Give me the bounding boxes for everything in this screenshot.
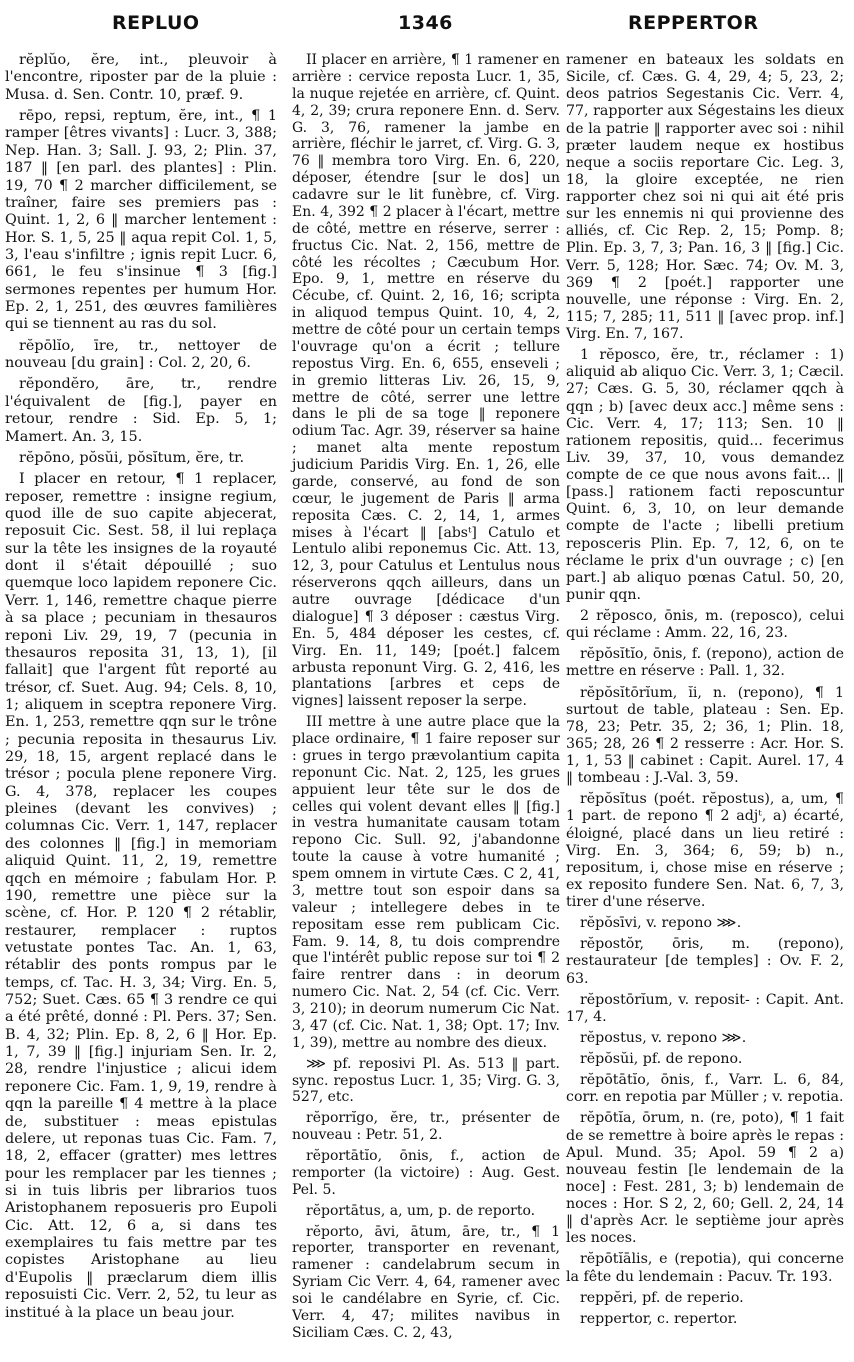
entry: rĕpostōrĭum, v. reposit- : Capit. Ant. 17, 4. [566,991,844,1025]
entry: rĕpŏsīvi, v. repono ⋙. [580,915,742,932]
entry-continuation: ramener en bateaux les soldats en Sicile, cf. Cæs. G. 4, 29, 4; 5, 23, 2; deos patrios Segestanis Cic. Verr. 4, 77, rapporter aux Ségestains les dieux de la patrie ‖ rapporter avec soi : nihil præter laudem neque ex hostibus neque a sociis reportare Cic. Leg. 3, 18, la gloire exceptée, ne rien rapporter chez soi ni qui ait été pris sur les ennemis ni qui provienne des alliés, cf. Cic Rep. 2, 15; Pomp. 8; Plin. Ep. 3, 7, 3; Pan. 16, 3 ‖ [fig.] Cic. Verr. 5, 128; Hor. Sæc. 74; Ov. M. 3, 369 ¶ 2 [poét.] rapporter une nouvelle, une réponse : Virg. En. 2, 115; 7, 285; 11, 511 ‖ [avec prop. inf.] Virg. En. 7, 167. [566,52,844,342]
entry: rĕpostŏr, ōris, m. (repono), restaurateur [de temples] : Ov. F. 2, 63. [566,936,844,987]
entry: rĕpŏsĭtus (poét. rĕpostus), a, um, ¶ 1 part. de repono ¶ 2 adjᵗ, a) écarté, éloigné, placé dans un lieu retiré : Virg. En. 3, 364; 6, 59; b) n., repositum, i, chose mise en réserve ; ex reposito fundere Sen. Nat. 6, 7, 3, tirer d'une réserve. [566,791,844,910]
entry-section: II placer en arrière, ¶ 1 ramener en arrière : cervice reposta Lucr. 1, 35, la nuque rejetée en arrière, cf. Quint. 4, 2, 39; crura reponere Enn. d. Serv. G. 3, 76, ramener la jambe en arrière, fléchir le jarret, cf. Virg. G. 3, 76 ‖ membra toro Virg. En. 6, 220, déposer, étendre [sur le dos] un cadavre sur le lit funèbre, cf. Virg. En. 4, 392 ¶ 2 placer à l'écart, mettre de côté, mettre en réserve, serrer : fructus Cic. Nat. 2, 156, mettre de côté les récoltes ; Cæcubum Hor. Epo. 9, 1, mettre en réserve du Cécube, cf. Quint. 2, 16, 16; scripta in aliquod tempus Quint. 10, 4, 2, mettre de côté pour un certain temps l'ouvrage qu'on a écrit ; tellure repostus Virg. En. 6, 655, enseveli ; in gremio litteras Liv. 26, 15, 9, mettre de côté, serrer une lettre dans le pli de sa toge ‖ reponere odium Tac. Agr. 39, réserver sa haine ; manet alta mente repostum judicium Paridis Virg. En. 1, 26, elle garde, conservé, au fond de son cœur, le jugement de Paris ‖ arma reposita Cæs. C. 2, 14, 1, armes mises à l'écart ‖ [absᵗ] Catulo et Lentulo alibi reponemus Cic. Att. 13, 12, 3, pour Catulus et Lentulus nous réserverons qqch ailleurs, dans un autre ouvrage [dédicace d'un dialogue] ¶ 3 déposer : cæstus Virg. En. 5, 484 déposer les cestes, cf. Virg. En. 11, 149; [poét.] falcem arbusta reponunt Virg. G. 2, 416, les plantations [arbres et ceps de vignes] laissent reposer la serpe. [292,52,560,710]
entry-section: I placer en retour, ¶ 1 replacer, reposer, remettre : insigne regium, quod ille de suo capite abjecerat, reposuit Cic. Sest. 58, il lui replaça sur la tête les insignes de la royauté dont il s'était dépouillé ; suo quemque loco lapidem reponere Cic. Verr. 1, 146, remettre chaque pierre à sa place ; pecuniam in thesauros reponi Liv. 29, 19, 7 (pecunia in thesauros reposita 31, 13, 1), [il fallait] que l'argent fût reporté au trésor, cf. Suet. Aug. 94; Cels. 8, 10, 1; aliquem in sceptra reponere Virg. En. 1, 253, remettre qqn sur le trône ; pecunia reposita in thesaurus Liv. 29, 18, 15, argent replacé dans le trésor ; pocula plene reponere Virg. G. 4, 378, replacer les coupes pleines (devant les convives) ; columnas Cic. Verr. 1, 147, replacer des colonnes ‖ [fig.] in memoriam aliquid Quint. 11, 2, 19, remettre qqch en mémoire ; fabulam Hor. P. 190, remettre une pièce sur la scène, cf. Hor. P. 120 ¶ 2 rétablir, restaurer, remplacer : ruptos vetustate pontes Tac. An. 1, 63, rétablir des ponts rompus par le temps, cf. Tac. H. 3, 34; Virg. En. 5, 752; Suet. Cæs. 65 ¶ 3 rendre ce qui a été prêté, donné : Pl. Pers. 37; Sen. B. 4, 32; Plin. Ep. 8, 2, 6 ‖ Hor. Ep. 1, 7, 39 ‖ [fig.] injuriam Sen. Ir. 2, 28, rendre l'injustice ; alicui idem reponere Cic. Fam. 1, 9, 19, rendre à qqn la pareille ¶ 4 mettre à la place de, substituer : meas epistulas delere, ut reponas tuas Cic. Fam. 7, 18, 2, effacer (gratter) mes lettres pour les remplacer par les tiennes ; si in tuis libris per librarios tuos Aristophanem reposueris pro Eupoli Cic. Att. 12, 6 a, si dans tes exemplaires tu fais mettre par tes copistes Aristophane au lieu d'Eupolis ‖ præclarum diem illis reposuisti Cic. Verr. 2, 52, tu leur as institué à la place un beau jour. [5,471,277,1321]
page-number: 1346 [398,12,453,34]
entry: rēpo, repsi, reptum, ĕre, int., ¶ 1 ramper [êtres vivants] : Lucr. 3, 388; Nep. Han. 3; Sall. J. 93, 2; Plin. 37, 187 ‖ [en parl. des plantes] : Plin. 19, 70 ¶ 2 marcher difficilement, se traîner, faire ses premiers pas : Quint. 1, 2, 6 ‖ marcher lentement : Hor. S. 1, 5, 25 ‖ aqua repit Col. 1, 5, 3, l'eau s'infiltre ; ignis repit Lucr. 6, 661, le feu s'insinue ¶ 3 [fig.] sermones repentes per humum Hor. Ep. 2, 1, 251, des œuvres familières qui se tiennent au ras du sol. [5,108,277,333]
entry: rĕpondĕro, āre, tr., rendre l'équivalent de [fig.], payer en retour, rendre : Sid. Ep. 5, 1; Mamert. An. 3, 15. [5,376,277,445]
running-head-left: REPLUO [112,12,200,34]
entry: rĕpōtātĭo, ōnis, f., Varr. L. 6, 84, corr. en repotia par Müller ; v. repotia. [566,1072,844,1106]
entry: rĕpŏsĭtōrĭum, ĭi, n. (repono), ¶ 1 surtout de table, plateau : Sen. Ep. 78, 23; Petr. 35, 2; 36, 1; Plin. 18, 365; 28, 26 ¶ 2 resserre : Acr. Hor. S. 1, 1, 53 ‖ cabinet : Capit. Aurel. 17, 4 ‖ tombeau : J.-Val. 3, 59. [566,684,844,787]
entry: reppĕri, pf. de reperio. [580,1289,744,1306]
entry: rĕpŏsĭtĭo, ōnis, f. (repono), action de mettre en réserve : Pall. 1, 32. [566,646,844,680]
entry: rĕpōlĭo, īre, tr., nettoyer de nouveau [du grain] : Col. 2, 20, 6. [5,337,277,372]
entry: rĕporrĭgo, ĕre, tr., présenter de nouveau : Petr. 51, 2. [292,1110,560,1144]
column-2 [292,52,560,1346]
entry: rĕporto, āvi, ātum, āre, tr., ¶ 1 reporter, transporter en revenant, ramener : candelabrum secum in Syriam Cic Verr. 4, 64, ramener avec soi le candélabre en Syrie, cf. Cic. Verr. 4, 47; milites navibus in Siciliam Cæs. C. 2, 43, [292,1223,560,1341]
entry: reppertor, c. repertor. [580,1310,738,1327]
entry: rĕpōtĭa, ōrum, n. (re, poto), ¶ 1 fait de se remettre à boire après le repas : Apul. Mund. 35; Apol. 59 ¶ 2 a) nouveau festin [le lendemain de la noce] : Fest. 281, 3; b) lendemain de noces : Hor. S 2, 2, 60; Gell. 2, 24, 14 ‖ d'après Acr. le septième jour après les noces. [566,1110,844,1247]
entry: rĕpōtĭālis, e (repotia), qui concerne la fête du lendemain : Pacuv. Tr. 193. [566,1251,844,1285]
column-3 [566,52,844,1332]
entry: rĕportātus, a, um, p. de reporto. [306,1202,536,1219]
entry-note: ⋙ pf. reposivi Pl. As. 513 ‖ part. sync. repostus Lucr. 1, 35; Virg. G. 3, 527, etc. [292,1055,560,1106]
entry: 1 rĕposco, ĕre, tr., réclamer : 1) aliquid ab aliquo Cic. Verr. 3, 1; Cæcil. 27; Cæs. G. 5, 30, réclamer qqch à qqn ; b) [avec deux acc.] même sens : Cic. Verr. 4, 17; 113; Sen. 10 ‖ rationem repositis, quid... fecerimus Liv. 39, 37, 10, vous demandez compte de ce que nous avons fait... ‖ [pass.] rationem facti reposcuntur Quint. 6, 3, 10, on leur demande compte de l'acte ; libelli pretium reposceris Plin. Ep. 7, 12, 6, on te réclame le prix d'un ouvrage ; c) [en part.] ab aliquo pœnas Catul. 50, 20, punir qqn. [566,347,844,603]
entry: rĕplŭo, ĕre, int., pleuvoir à l'encontre, riposter par de la pluie : Musa. d. Sen. Contr. 10, præf. 9. [5,52,277,103]
entry: rĕpostus, v. repono ⋙. [580,1029,747,1046]
column-1 [5,52,277,1326]
entry: rĕportātĭo, ōnis, f., action de remporter (la victoire) : Aug. Gest. Pel. 5. [292,1148,560,1198]
entry-section: III mettre à une autre place que la place ordinaire, ¶ 1 faire reposer sur : grues in tergo prævolantium capita reponunt Cic. Nat. 2, 125, les grues appuient leur tête sur le dos de celles qui volent devant elles ‖ [fig.] in vestra humanitate causam totam repono Cic. Sull. 92, j'abandonne toute la cause à votre humanité ; spem omnem in virtute Cæs. C 2, 41, 3, mettre tout son espoir dans sa valeur ; intellegere debes in te repositam esse rem publicam Cic. Fam. 9. 14, 8, tu dois comprendre que l'intérêt public repose sur toi ¶ 2 faire rentrer dans : in deorum numero Cic. Nat. 2, 54 (cf. Cic. Verr. 3, 210); in deorum numerum Cic Nat. 3, 47 (cf. Cic. Nat. 1, 38; Opt. 17; Inv. 1, 39), mettre au nombre des dieux. [292,714,560,1051]
entry: rĕpōno, pŏsŭi, pŏsĭtum, ĕre, tr. [19,449,245,466]
entry: 2 rĕposco, ōnis, m. (reposco), celui qui réclame : Amm. 22, 16, 23. [566,608,844,642]
running-head-right: REPPERTOR [628,12,759,34]
entry: rĕpŏsŭi, pf. de repono. [580,1051,743,1067]
